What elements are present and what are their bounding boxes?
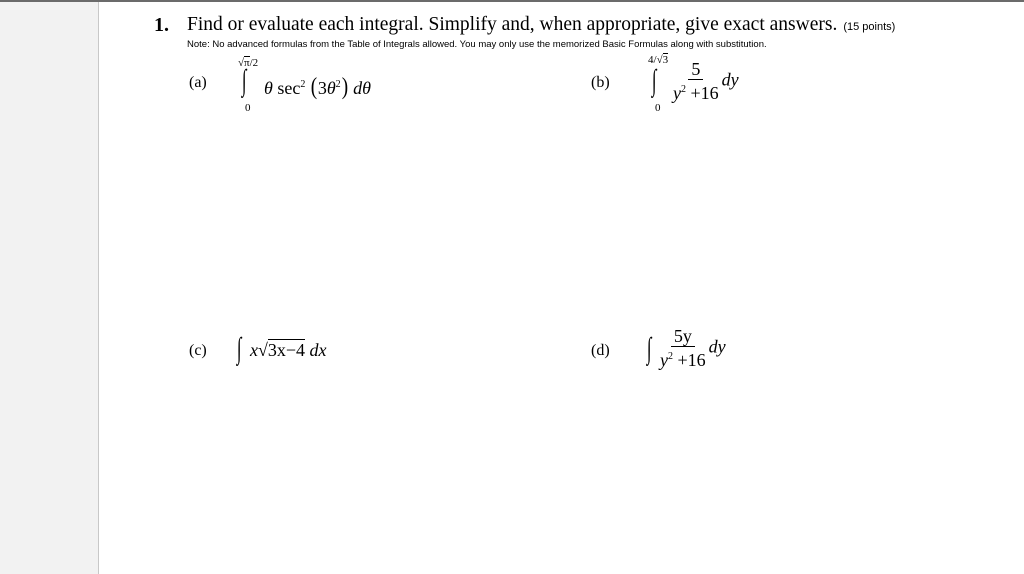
part-b-lower-limit: 0 [655,102,661,114]
question-prompt [187,14,895,36]
part-b-differential: dy [721,69,739,90]
part-a-label: (a) [189,74,207,91]
part-a-integral-sign: ∫ [241,64,247,97]
part-d-integral-sign: ∫ [646,332,652,365]
part-b-denominator: $y^2 +16$ [673,83,719,103]
part-b-integral-sign: ∫ [651,64,657,97]
part-b-upper-limit: 4/√3 [648,54,669,66]
part-d-integrand [657,327,726,370]
part-a-lower-limit: 0 [245,102,251,114]
part-d-label: (d) [591,342,610,359]
question-number: 1. [154,14,169,36]
part-d-differential: dy [708,336,726,357]
part-d-numerator: 5y [671,327,695,347]
part-b-integrand [670,60,739,103]
part-a-integrand: θ $\sec^2 (3\theta^2)$ dθ [264,74,372,100]
document-page [98,2,1024,574]
points-label: (15 points) [843,21,896,33]
part-d-denominator: $y^2 +16$ [660,350,706,370]
part-a-upper-limit: √π/2 [238,57,259,69]
part-b-numerator: 5 [688,60,703,80]
part-c-integral-sign: ∫ [236,332,242,365]
part-c-integrand: x√3x−4 dx [250,340,327,360]
prompt-text: Find or evaluate each integral. Simplify and, when appropriate, give exact answers. [187,14,838,35]
part-c-label: (c) [189,342,207,359]
question-note: Note: No advanced formulas from the Table of Integrals allowed. You may only use the memorized Basic Formulas along with substitution. [187,39,767,50]
part-b-label: (b) [591,74,610,91]
